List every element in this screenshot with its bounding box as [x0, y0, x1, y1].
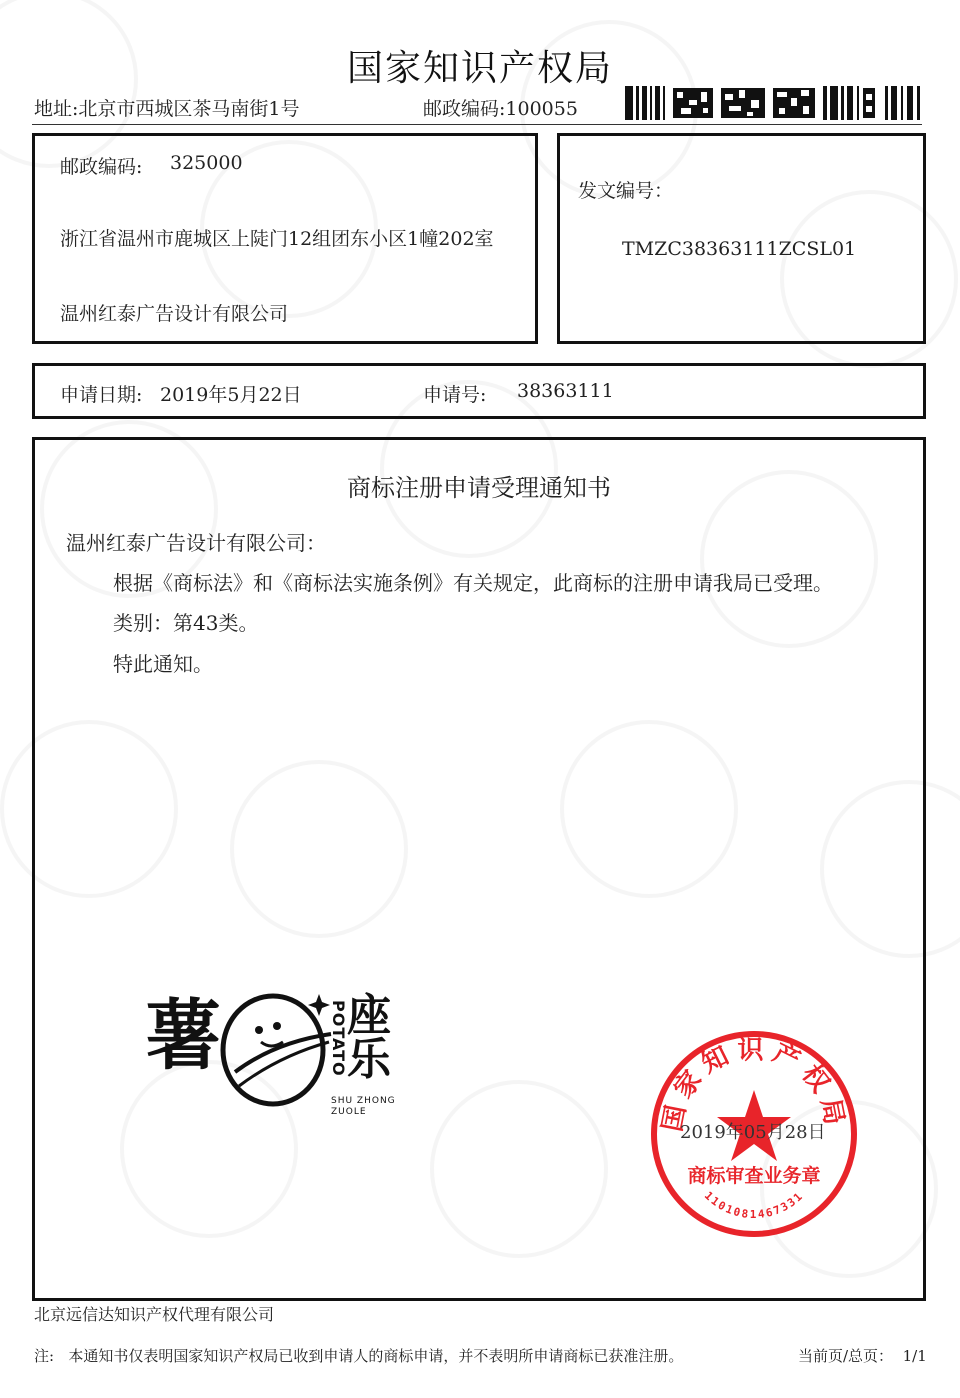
header-rule: [32, 124, 922, 125]
logo-char-right: 座乐: [347, 990, 391, 1085]
logo-char-left: 薯: [145, 991, 221, 1080]
logo-subtitle-1: SHU ZHONG: [331, 1096, 396, 1106]
trademark-logo: [145, 990, 435, 1120]
recipient-postcode-label: 邮政编码:: [60, 156, 143, 178]
document-number: TMZC38363111ZCSL01: [622, 238, 857, 260]
agency-name: 北京远信达知识产权代理有限公司: [34, 1305, 275, 1324]
application-number-label: 申请号:: [423, 384, 487, 406]
document-number-label: 发文编号：: [578, 180, 674, 202]
application-number: 38363111: [517, 380, 614, 402]
application-date: 2019年5月22日: [160, 384, 302, 406]
barcode: [625, 86, 921, 120]
logo-word: POTATO: [329, 1000, 348, 1077]
seal-number: 1101081467331: [701, 1189, 807, 1222]
recipient-address: 浙江省温州市鹿城区上陡门12组团东小区1幢202室: [60, 228, 494, 250]
potato-mascot-icon: [215, 990, 335, 1108]
application-date-label: 申请日期:: [60, 384, 143, 406]
notice-body-line: 根据《商标法》和《商标法实施条例》有关规定，此商标的注册申请我局已受理。: [113, 571, 833, 595]
page-title: 国家知识产权局: [346, 48, 613, 89]
office-postcode: 邮政编码:100055: [423, 98, 578, 120]
recipient-company: 温州红泰广告设计有限公司: [60, 303, 289, 325]
seal-inner-text: 商标审查业务章: [687, 1165, 821, 1187]
seal-date: 2019年05月28日: [680, 1122, 826, 1143]
office-address: 地址:北京市西城区茶马南街1号: [34, 98, 300, 120]
seal-arc-text: 国家知识产权局: [657, 1035, 851, 1135]
page-indicator: 当前页/总页： 1/1: [798, 1347, 927, 1365]
notice-salutation: 温州红泰广告设计有限公司：: [66, 531, 326, 555]
notice-class-line: 类别：第43类。: [113, 611, 259, 635]
notice-title: 商标注册申请受理通知书: [347, 474, 611, 502]
logo-subtitle-2: ZUOLE: [331, 1107, 367, 1117]
recipient-postcode: 325000: [170, 152, 243, 174]
official-seal: [648, 1028, 860, 1240]
notice-closing-line: 特此通知。: [113, 652, 213, 676]
footer-note: 注: 本通知书仅表明国家知识产权局已收到申请人的商标申请，并不表明所申请商标已获准注册。: [34, 1347, 684, 1365]
